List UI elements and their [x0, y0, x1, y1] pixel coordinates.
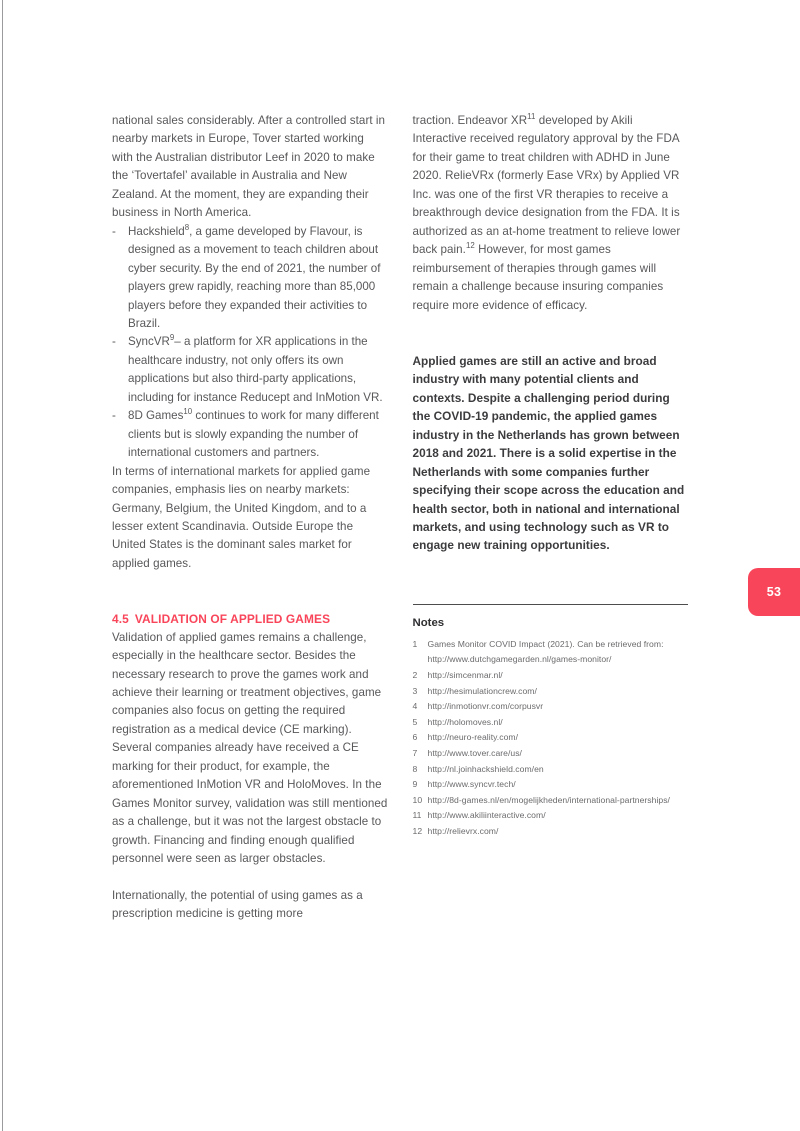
paragraph-segment-middle: developed by Akili Interactive received regulatory approval by the FDA for their game to treat children with ADHD in June 2020. RelieVRx (formerly Ease VRx) by Applied VR Inc. was one of the first VR therapies to receive a breakthrough device designation from the FDA. It is authorized as an at-home treatment to relieve lower back pain. [412, 114, 681, 257]
bullet-text-lead: SyncVR [128, 335, 170, 349]
list-item [413, 793, 689, 809]
footnote-reference-12: 12 [465, 241, 475, 251]
note-text: http://inmotionvr.com/corpusvr [427, 701, 544, 712]
note-number: 8 [412, 763, 418, 774]
bullet-text-lead: Hackshield [128, 224, 185, 238]
note-number: 7 [412, 748, 418, 759]
note-text: http://8d-games.nl/en/mogelijkheden/international-partnerships/ [427, 794, 670, 805]
bullet-dash: - [112, 409, 116, 423]
note-number: 3 [412, 685, 418, 696]
left-column [112, 112, 388, 924]
page-title [112, 610, 388, 628]
note-text: http://relievrx.com/ [427, 825, 499, 836]
validation-paragraph-2: Internationally, the potential of using games as a prescription medicine is getting more [112, 889, 363, 921]
paragraph-segment-lead: traction. Endeavor XR [412, 114, 528, 127]
international-markets-paragraph: In terms of international markets for applied game companies, emphasis lies on nearby markets: Germany, Belgium, the United Kingdom, and to a lesser extent Scandinavia. Outside Europe the United States is the dominant sales market for applied games. [112, 464, 371, 570]
section-heading-block [112, 610, 388, 628]
list-item [413, 668, 689, 684]
note-number: 11 [412, 810, 422, 821]
note-text: http://hesimulationcrew.com/ [427, 685, 537, 696]
list-item [413, 824, 689, 840]
list-item [112, 223, 388, 334]
two-column-body [112, 112, 688, 924]
list-item [413, 715, 689, 731]
list-item [413, 637, 689, 668]
note-text: http://www.syncvr.tech/ [427, 779, 516, 790]
notes-divider [413, 604, 689, 605]
bullet-dash: - [112, 224, 116, 238]
list-item [413, 730, 689, 746]
continued-paragraph-right [413, 112, 689, 315]
continued-paragraph-left: national sales considerably. After a controlled start in nearby markets in Europe, Tover started working with the Australian distributor Leef in 2020 to make the ‘Tovertafel’ available in Australia and New Zealand. At the moment, they are expanding their business in North America. [112, 114, 386, 220]
validation-paragraph-1: Validation of applied games remains a challenge, especially in the healthcare sector. Besides the necessary research to prove the games work and achieve their learning or treatment objectives, game companies also focus on getting the required registration as a medical device (CE marking). Several companies already have received a CE marking for their product, for example, the aforementioned InMotion VR and HoloMoves. In the Games Monitor survey, validation was still mentioned as a challenge, but it was not the largest obstacle to growth. Financing and finding enough qualified personnel were seen as larger obstacles. [112, 630, 388, 866]
footnote-reference-11: 11 [527, 112, 536, 122]
note-text: http://holomoves.nl/ [427, 716, 503, 727]
note-text: Games Monitor COVID Impact (2021). Can be retrieved from: http://www.dutchgamegarden.nl/games-monitor/ [427, 638, 664, 665]
page-spine-rule [2, 0, 3, 1131]
footnote-reference-9: 9 [169, 333, 175, 343]
note-number: 2 [412, 670, 418, 681]
notes-heading: Notes [412, 616, 445, 629]
section-title: VALIDATION OF APPLIED GAMES [134, 612, 331, 627]
note-text: http://neuro-reality.com/ [427, 732, 518, 743]
note-number: 12 [412, 825, 423, 836]
company-bullet-list [112, 223, 388, 463]
conclusion-paragraph: Applied games are still an active and broad industry with many potential clients and contexts. Despite a challenging period during the COVID-19 pandemic, the applied games industry in the Netherlands has grown between 2018 and 2021. There is a solid expertise in the Netherlands with some companies further specifying their scope across the education and health sector, both in national and international markets, and using technology such as VR to engage new training opportunities. [412, 353, 685, 553]
list-item [413, 762, 689, 778]
page-number: 53 [766, 585, 782, 599]
list-item [413, 699, 689, 715]
note-text: http://simcenmar.nl/ [427, 670, 503, 681]
note-text: http://www.akiliinteractive.com/ [427, 810, 546, 821]
section-number: 4.5 [112, 612, 129, 627]
bullet-text-lead: 8D Games [128, 409, 184, 423]
note-text: http://nl.joinhackshield.com/en [427, 763, 544, 774]
note-number: 5 [412, 716, 418, 727]
list-item [413, 777, 689, 793]
note-number: 10 [412, 794, 423, 805]
list-item [413, 684, 689, 700]
bullet-text-rest: continues to work for many different clients but is slowly expanding the number of international customers and partners. [128, 409, 379, 460]
note-number: 9 [412, 779, 418, 790]
bullet-text-rest: , a game developed by Flavour, is designed as a movement to teach children about cyber security. By the end of 2021, the number of players grew rapidly, reaching more than 85,000 players before they expanded their activities to Brazil. [128, 224, 381, 330]
note-number: 1 [412, 638, 418, 649]
footnote-reference-8: 8 [184, 222, 190, 232]
bullet-text-rest: – a platform for XR applications in the healthcare industry, not only offers its own applications but also third-party applications, including for instance Reducept and InMotion VR. [128, 335, 383, 404]
notes-section [413, 604, 689, 840]
list-item [112, 333, 388, 407]
note-number: 6 [412, 732, 418, 743]
note-text: http://www.tover.care/us/ [427, 748, 522, 759]
list-item [413, 808, 689, 824]
footnote-reference-10: 10 [183, 407, 193, 417]
list-item [413, 746, 689, 762]
bullet-dash: - [112, 335, 116, 349]
right-column [413, 112, 689, 924]
page-number-tab [748, 568, 800, 616]
list-item [112, 407, 388, 462]
paragraph-segment-end: However, for most games reimbursement of therapies through games will remain a challenge because insuring companies require more evidence of efficacy. [412, 243, 664, 312]
note-number: 4 [412, 701, 418, 712]
